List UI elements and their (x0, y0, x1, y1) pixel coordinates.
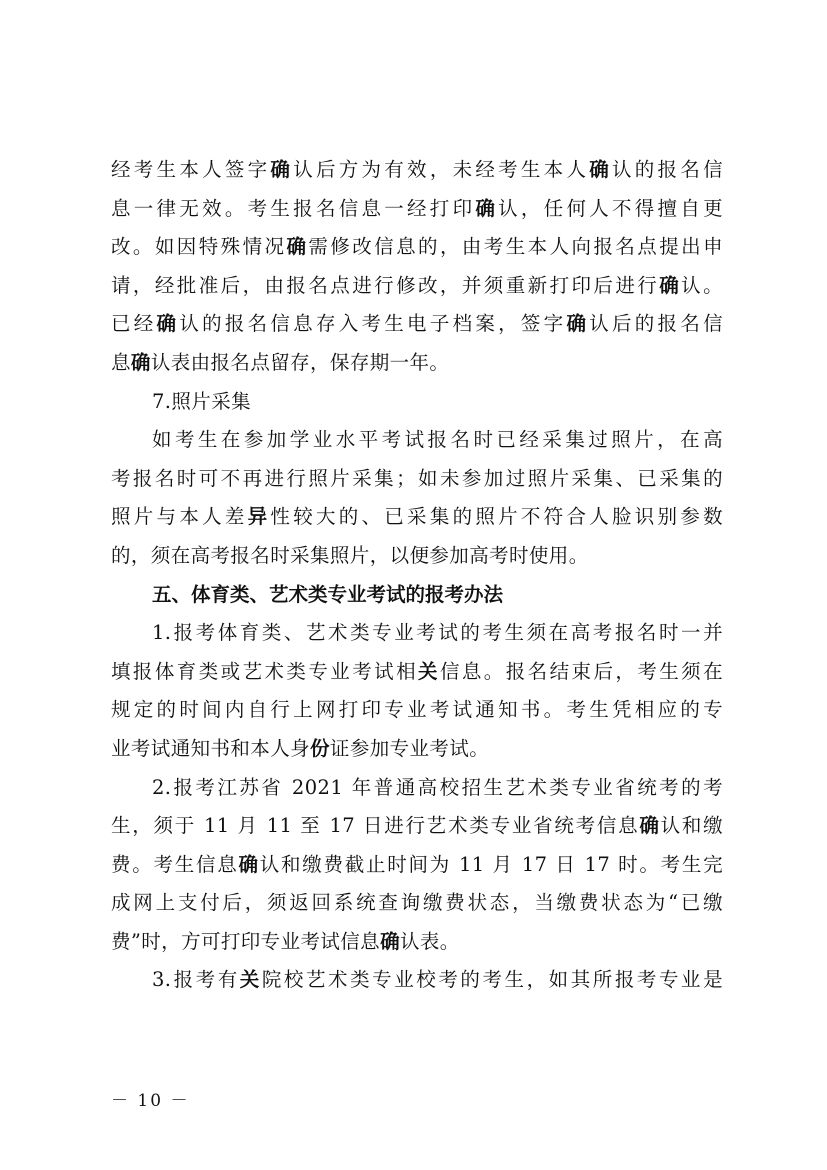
paragraph-line: 填报体育类或艺术类专业考试相关信息。报名结束后，考生须在 (111, 659, 724, 683)
paragraph-line: 照片与本人差异性较大的、已采集的照片不符合人脸识别参数 (111, 505, 723, 529)
paragraph-line: 已经确认的报名信息存入考生电子档案，签字确认后的报名信 (111, 312, 723, 336)
paragraph-line: 请，经批准后，由报名点进行修改，并须重新打印后进行确认。 (111, 273, 723, 297)
paragraph-line: 业考试通知书和本人身份证参加专业考试。 (111, 736, 490, 760)
paragraph-line: 息确认表由报名点留存，保存期一年。 (111, 350, 450, 374)
paragraph-line: 费”时，方可打印专业考试信息确认表。 (111, 929, 460, 953)
section-heading: 五、体育类、艺术类专业考试的报考办法 (152, 582, 504, 606)
section-item-title: 7.照片采集 (152, 389, 252, 413)
paragraph-line: 成网上支付后，须返回系统查询缴费状态，当缴费状态为“已缴 (111, 891, 723, 915)
paragraph-line: 1.报考体育类、艺术类专业考试的考生须在高考报名时一并 (152, 621, 723, 645)
paragraph-line: 如考生在参加学业水平考试报名时已经采集过照片，在高 (152, 428, 723, 452)
paragraph-line: 费。考生信息确认和缴费截止时间为 11 月 17 日 17 时。考生完 (111, 852, 723, 876)
paragraph-line: 改。如因特殊情况确需修改信息的，由考生本人向报名点提出申 (111, 235, 723, 259)
paragraph-line: 生，须于 11 月 11 至 17 日进行艺术类专业省统考信息确认和缴 (111, 814, 724, 838)
document-body (111, 151, 723, 1000)
paragraph-line: 3.报考有关院校艺术类专业校考的考生，如其所报考专业是 (152, 968, 724, 992)
paragraph-line: 息一律无效。考生报名信息一经打印确认，任何人不得擅自更 (111, 196, 723, 220)
page-number: － 10 － (111, 1091, 190, 1111)
paragraph-line: 2.报考江苏省 2021 年普通高校招生艺术类专业省统考的考 (152, 775, 723, 799)
paragraph-line: 考报名时可不再进行照片采集；如未参加过照片采集、已采集的 (111, 466, 723, 490)
paragraph-line: 规定的时间内自行上网打印专业考试通知书。考生凭相应的专 (111, 698, 723, 722)
paragraph-line: 的，须在高考报名时采集照片，以便参加高考时使用。 (111, 543, 589, 567)
paragraph-line: 经考生本人签字确认后方为有效，未经考生本人确认的报名信 (111, 158, 723, 181)
